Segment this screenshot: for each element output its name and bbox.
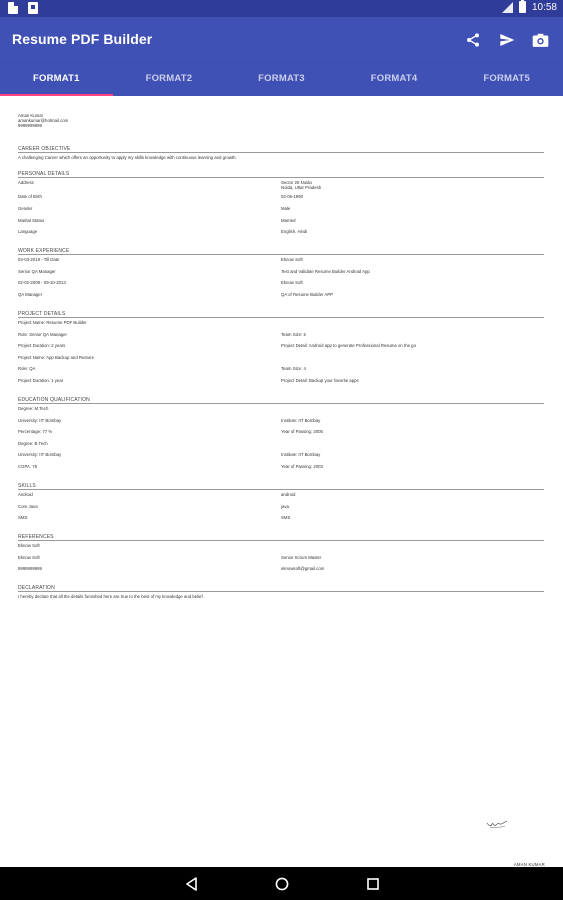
back-icon[interactable] xyxy=(184,876,200,892)
app-title: Resume PDF Builder xyxy=(12,31,153,47)
resume-phone: 9999999999 xyxy=(18,122,42,128)
home-icon[interactable] xyxy=(274,876,290,892)
table-row: Role: Senior QA Manager Team Size: 5 xyxy=(18,331,306,337)
status-time: 10:58 xyxy=(531,1,557,13)
table-row: University: IIT Bombay Institute: IIT Bombay xyxy=(18,417,321,423)
table-row: Role: QA Team Size: 4 xyxy=(18,366,306,372)
table-row: University: IIT Bombay Institute: IIT Bombay xyxy=(18,452,321,458)
table-row: Project Duration: 2 years Project Detail: Android app to generate Professional Resume on the go xyxy=(18,343,416,349)
resume-name: Aman Kumar xyxy=(18,113,44,118)
section-title: SKILLS xyxy=(18,484,544,490)
tab-format5[interactable]: FORMAT5 xyxy=(483,73,530,84)
section-title: EDUCATION QUALIFICATION xyxy=(18,398,544,404)
capture-button[interactable] xyxy=(529,29,551,51)
send-icon xyxy=(499,32,515,48)
share-button[interactable] xyxy=(462,29,484,51)
recent-apps-icon[interactable] xyxy=(365,876,381,892)
education-section xyxy=(18,398,544,477)
table-row: Language English, Hindi xyxy=(18,229,308,235)
table-row: Android android xyxy=(18,491,296,497)
table-row: Senior QA Manager Test and Validate Resume Builder Android App xyxy=(18,268,370,274)
tab-format1[interactable]: FORMAT1 xyxy=(0,64,113,96)
share-icon xyxy=(465,32,481,48)
table-row: 9999999999 eknowsoft@gmail.com xyxy=(18,566,325,572)
section-title: PROJECT DETAILS xyxy=(18,312,544,318)
signal-icon xyxy=(502,2,513,13)
format-tabs xyxy=(0,64,563,96)
declaration-section xyxy=(18,586,544,603)
table-row: 03-03-2019 - Till Date Eknow Soft xyxy=(18,257,303,263)
section-title: PERSONAL DETAILS xyxy=(18,172,544,178)
signature-image xyxy=(486,819,508,830)
section-title: WORK EXPERIENCE xyxy=(18,249,544,255)
camera-icon xyxy=(532,33,549,48)
table-row: Percentage: 77 % Year of Passing: 2005 xyxy=(18,429,323,435)
status-bar xyxy=(0,0,563,17)
personal-details-section xyxy=(18,172,544,242)
battery-icon xyxy=(519,1,526,13)
project-details-section xyxy=(18,312,544,391)
tab-format2[interactable]: FORMAT2 xyxy=(145,73,193,84)
table-row: Address Sector 25 Noida Noida, Uttar Pradesh xyxy=(18,180,322,191)
tab-format3[interactable]: FORMAT3 xyxy=(258,73,305,84)
resume-preview[interactable] xyxy=(0,96,563,867)
section-title: DECLARATION xyxy=(18,586,544,592)
work-experience-section xyxy=(18,249,544,305)
table-row: 02-02-2009 - 09-10-2013 Eknow Soft xyxy=(18,280,303,286)
table-row: SMS SMS xyxy=(18,515,291,521)
table-row: Degree: B.Tech xyxy=(18,440,48,446)
send-button[interactable] xyxy=(496,29,518,51)
table-row: Project Name: App Backup and Restore xyxy=(18,354,94,360)
notification-file-icon xyxy=(8,2,18,14)
table-row: Project Name: Resume PDF Builder xyxy=(18,320,87,326)
notification-image-icon xyxy=(28,2,38,14)
table-row: Gender Male xyxy=(18,206,291,212)
table-row: Marital Status Married xyxy=(18,217,296,223)
table-row: Core Java java xyxy=(18,503,289,509)
career-objective-text: A challenging Career which offers an opportunity to apply my skills knowledge with continuous learning and growth. xyxy=(18,155,237,161)
skills-section xyxy=(18,484,544,528)
navigation-bar xyxy=(0,867,563,900)
table-row: Eknow Soft xyxy=(18,543,40,549)
tab-format4[interactable]: FORMAT4 xyxy=(370,73,418,84)
table-row: CGPA: 75 Year of Passing: 2003 xyxy=(18,463,323,469)
table-row: Degree: M.Tech xyxy=(18,406,49,412)
declaration-text: I hereby declare that all the details furnished here are true to the best of my knowledge and belief. xyxy=(18,594,204,600)
references-section xyxy=(18,535,544,579)
app-bar xyxy=(0,17,563,64)
table-row: Date of Birth 02-06-1990 xyxy=(18,194,303,200)
table-row: Project Duration: 1 year Project Detail: Backup your favorite apps xyxy=(18,378,359,384)
section-title: CAREER OBJECTIVE xyxy=(18,147,544,153)
career-objective-section xyxy=(18,147,544,164)
table-row: QA Manager QA of Resume Builder APP xyxy=(18,292,334,298)
resume-email: amankumar@hotmail.com xyxy=(18,117,69,123)
table-row: Eknow Soft Senior Scrum Master xyxy=(18,554,322,560)
signature-name: AMAN KUMAR xyxy=(513,862,545,867)
section-title: REFERENCES xyxy=(18,535,544,541)
